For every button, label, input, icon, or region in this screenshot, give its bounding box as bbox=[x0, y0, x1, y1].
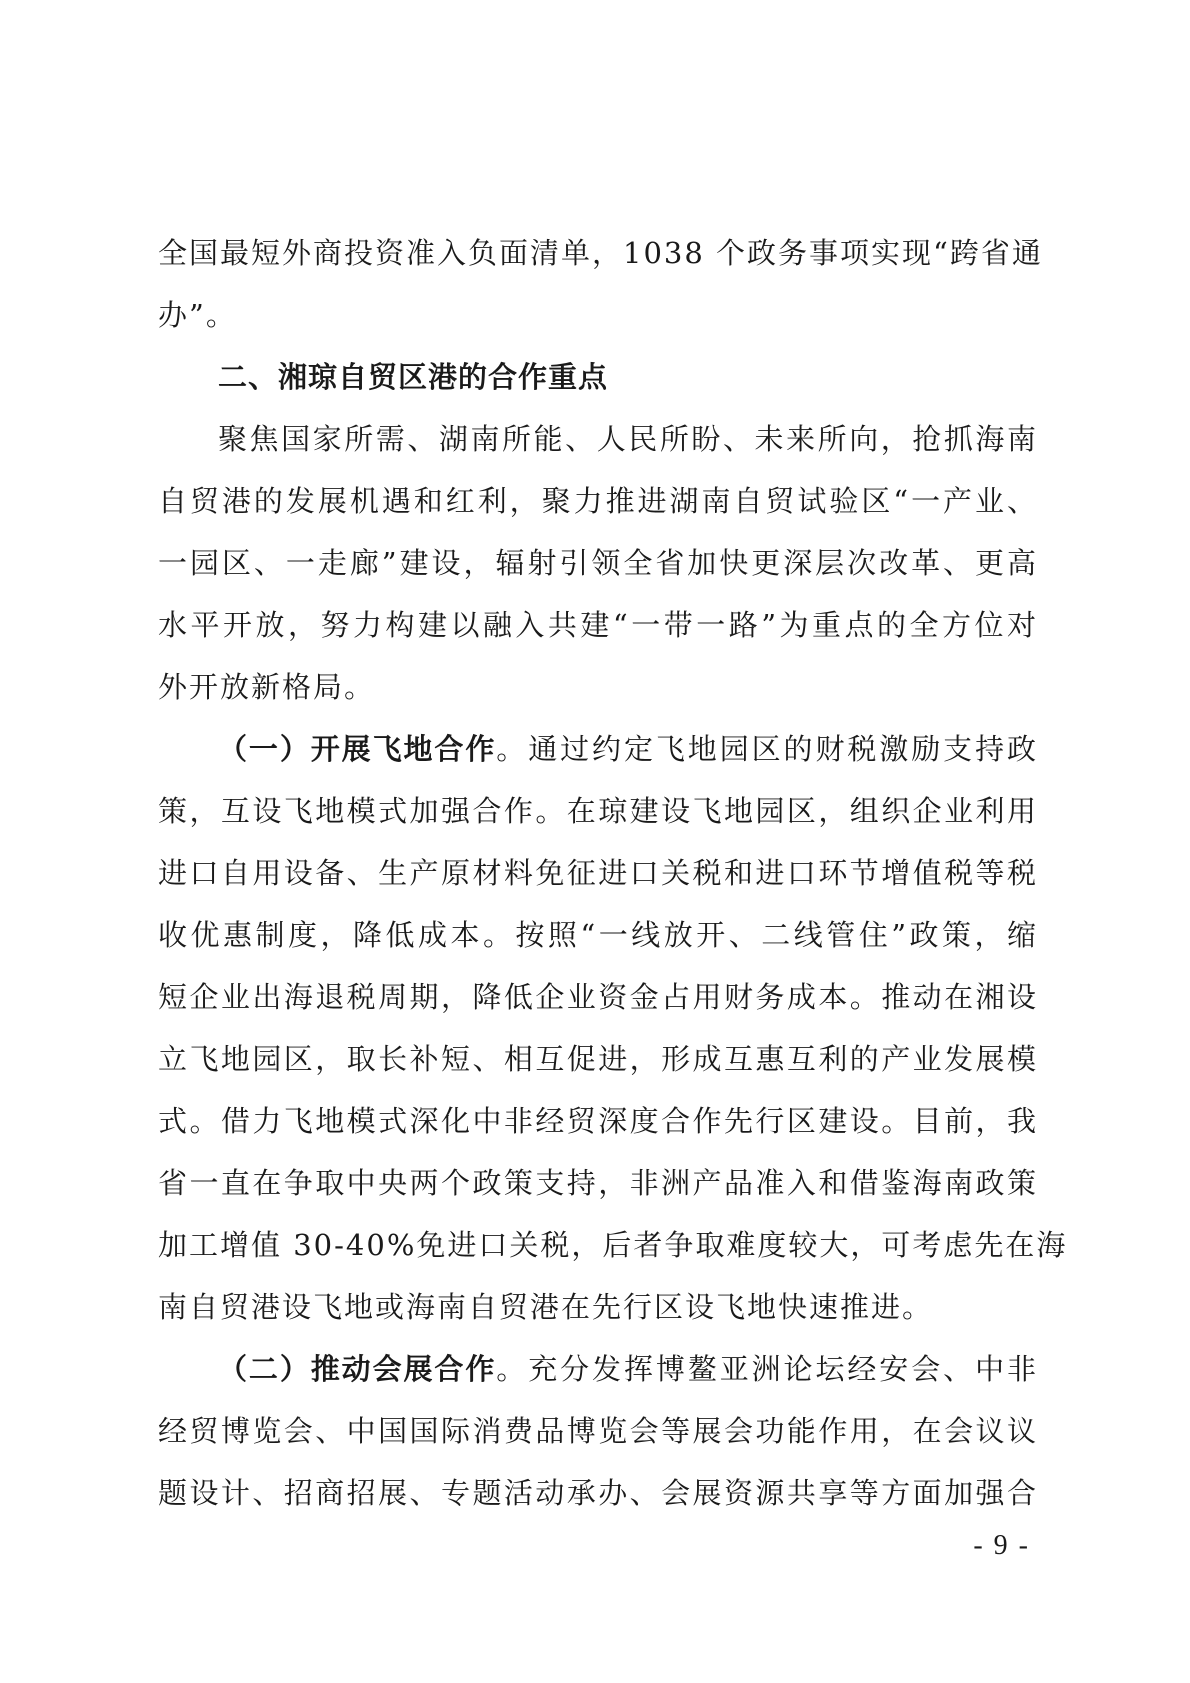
text-line: 加工增值 30-40%免进口关税，后者争取难度较大，可考虑先在海 bbox=[158, 1228, 1068, 1262]
item-1-text: 。通过约定飞地园区的财税激励支持政 bbox=[496, 732, 1038, 766]
text-line: 经贸博览会、中国国际消费品博览会等展会功能作用，在会议议 bbox=[158, 1414, 1038, 1448]
text-line: 题设计、招商招展、专题活动承办、会展资源共享等方面加强合 bbox=[158, 1476, 1038, 1510]
item-1-title: （一）开展飞地合作 bbox=[218, 732, 497, 766]
section-heading: 二、湘琼自贸区港的合作重点 bbox=[218, 360, 609, 394]
text-line: 水平开放，努力构建以融入共建“一带一路”为重点的全方位对 bbox=[158, 608, 1038, 642]
text-line: 策，互设飞地模式加强合作。在琼建设飞地园区，组织企业利用 bbox=[158, 794, 1038, 828]
text-line: 南自贸港设飞地或海南自贸港在先行区设飞地快速推进。 bbox=[158, 1290, 934, 1324]
text-line: 收优惠制度，降低成本。按照“一线放开、二线管住”政策，缩 bbox=[158, 918, 1038, 952]
text-line: 立飞地园区，取长补短、相互促进，形成互惠互利的产业发展模 bbox=[158, 1042, 1038, 1076]
item-2-first-line bbox=[158, 1338, 1038, 1400]
item-2-title: （二）推动会展合作 bbox=[218, 1352, 497, 1386]
text-line: 一园区、一走廊”建设，辐射引领全省加快更深层次改革、更高 bbox=[158, 546, 1038, 580]
text-line: 式。借力飞地模式深化中非经贸深度合作先行区建设。目前，我 bbox=[158, 1104, 1038, 1138]
text-line: 聚焦国家所需、湖南所能、人民所盼、未来所向，抢抓海南 bbox=[218, 422, 1038, 456]
item-1-first-line bbox=[158, 718, 1038, 780]
text-line: 短企业出海退税周期，降低企业资金占用财务成本。推动在湘设 bbox=[158, 980, 1038, 1014]
item-2-text: 。充分发挥博鳌亚洲论坛经安会、中非 bbox=[496, 1352, 1038, 1386]
text-line: 省一直在争取中央两个政策支持，非洲产品准入和借鉴海南政策 bbox=[158, 1166, 1038, 1200]
text-line: 外开放新格局。 bbox=[158, 670, 376, 704]
text-line: 办”。 bbox=[158, 298, 237, 332]
page-number: - 9 - bbox=[973, 1530, 1030, 1561]
text-line: 全国最短外商投资准入负面清单，1038 个政务事项实现“跨省通 bbox=[158, 236, 1043, 270]
text-line: 进口自用设备、生产原材料免征进口关税和进口环节增值税等税 bbox=[158, 856, 1038, 890]
text-line: 自贸港的发展机遇和红利，聚力推进湖南自贸试验区“一产业、 bbox=[158, 484, 1038, 518]
document-body bbox=[158, 222, 1068, 1524]
